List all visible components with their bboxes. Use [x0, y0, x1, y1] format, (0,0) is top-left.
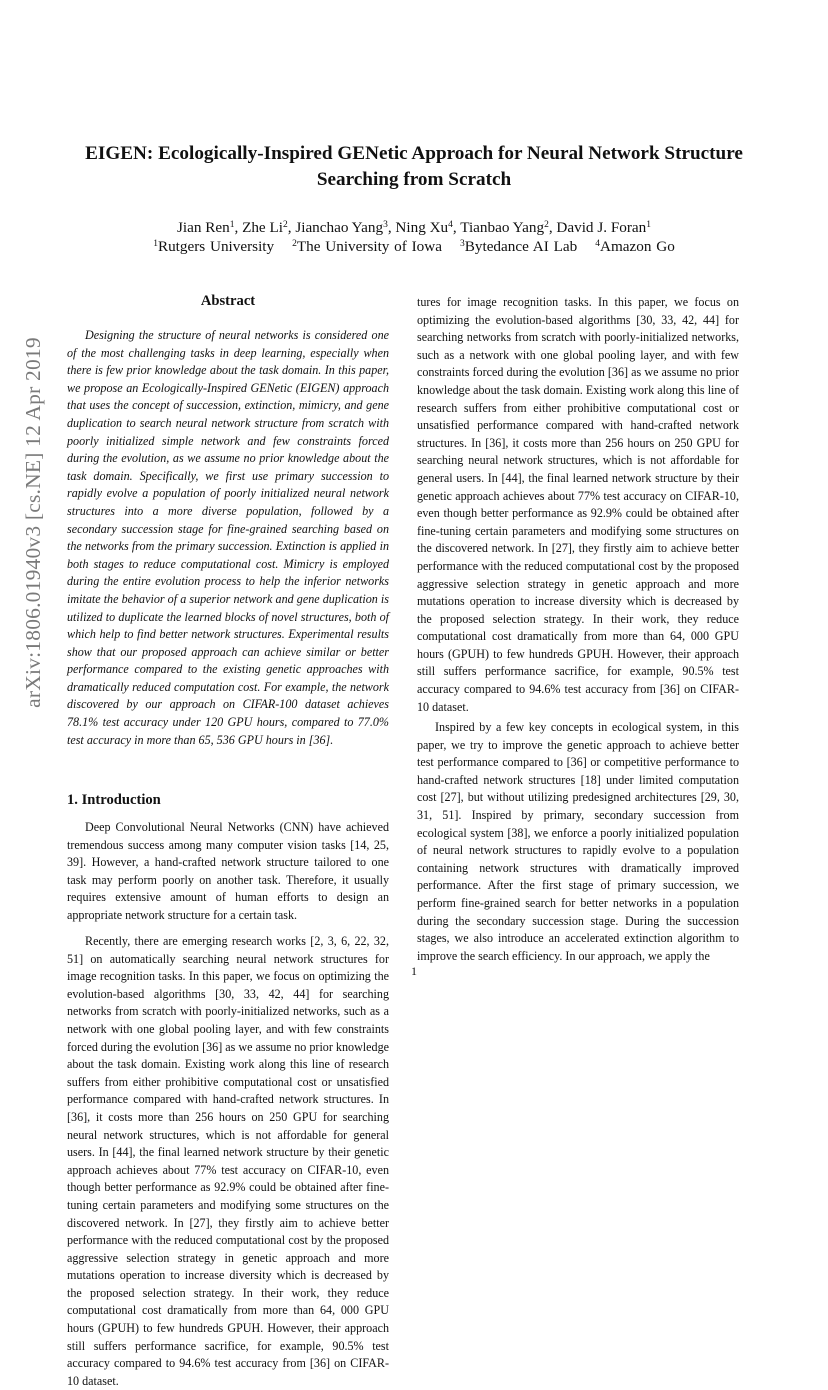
- intro-paragraph-2-right: tures for image recognition tasks. In this paper, we focus on optimizing the evolution-based algorithms [30, 33, 42, 44] for searching networks from scratch with poorly-initialized networks, such as a network with one global pooling layer, and with few constraints forced during the evolution [36] as we assume no prior knowledge about the task domain. Existing work along this line of research suffers from either prohibitive computational cost or unsatisfied performance compared with hand-crafted network structures. In [36], it costs more than 256 hours on 250 GPU for searching neural network structures, which is not affordable for general users. In [44], the final learned network structure by their genetic approach achieves about 77% test accuracy on CIFAR-10, even though better performance as 92.9% could be obtained after fine-tuning certain parameters and modifying some structures on the discovered network. In [27], they firstly aim to achieve better performance with the reduced computational cost by the proposed aggressive selection strategy in genetic approach and more mutations operation to increase diversity which is decreased by the proposed selection strategy. In their work, they reduce computational cost dramatically from more than 64, 000 GPU hours (GPUH) to few hundreds GPUH. However, their approach still suffers performance sacrifice, for example, 90.5% test accuracy compared to 94.6% test accuracy from [36] on CIFAR-10 dataset.: [417, 295, 739, 714]
- abstract-body: [67, 327, 389, 749]
- affiliation: $^2$The University of Iowa: [292, 238, 442, 255]
- abstract-text: Designing the structure of neural networks is considered one of the most challenging tasks in deep learning, especially when there is few prior knowledge about the task domain. In this paper, we propose an Ecologically-Inspired GENetic (EIGEN) approach that uses the concept of succession, extinction, mimicry, and gene duplication to search neural network structure from scratch with poorly initialized simple network and few constraints forced during the evolution, as we assume no prior knowledge about the task domain. Specifically, we first use primary succession to rapidly evolve a population of poorly initialized neural network structures into a more diverse population, followed by a secondary succession stage for fine-grained searching based on the networks from the primary succession. Extinction is applied in both stages to reduce computational cost. Mimicry is employed during the entire evolution process to help the inferior networks imitate the behavior of a superior network and gene duplication is utilized to duplicate the learned blocks of novel structures, both of which help to find better network structures. Experimental results show that our proposed approach can achieve similar or better performance compared to the existing genetic approaches with dramatically reduced computation cost. For example, the network discovered by our approach on CIFAR-100 dataset achieves 78.1% test accuracy under 120 GPU hours, compared to 77.0% test accuracy in more than 65, 536 GPU hours in [36].: [67, 328, 389, 747]
- arxiv-identifier: arXiv:1806.01940v3 [cs.NE] 12 Apr 2019: [20, 337, 45, 708]
- affiliation-list: [60, 237, 768, 257]
- author-affiliation-mark: 3: [383, 220, 388, 230]
- arxiv-sidebar-stamp: [14, 290, 52, 755]
- page-number: 1: [411, 964, 417, 978]
- affiliation: $^1$Rutgers University: [153, 238, 275, 255]
- affiliation: $^3$Bytedance AI Lab: [460, 238, 578, 255]
- author-affiliation-mark: 4: [448, 220, 453, 230]
- author-affiliation-mark: 2: [282, 220, 288, 230]
- author-name: Jian Ren: [176, 219, 230, 236]
- author-list: Jian Ren$^1$, Zhe Li$^2$, Jianchao Yang$^3$, Ning Xu$^4$, Tianbao Yang$^2$, David J. Foran$^1$: [176, 219, 652, 236]
- title-line-2: Searching from Scratch: [316, 169, 512, 190]
- title-line-1: EIGEN: Ecologically-Inspired GENetic Approach for Neural Network Structure: [85, 143, 743, 164]
- author-name: David J. Foran: [556, 219, 647, 236]
- intro-paragraph-2-continued: [417, 294, 739, 712]
- introduction-column-left: [67, 819, 389, 925]
- author-name: Tianbao Yang: [460, 219, 545, 236]
- author-name: Ning Xu: [395, 219, 449, 236]
- intro-paragraph-3: [417, 719, 739, 969]
- author-affiliation-mark: 2: [544, 220, 549, 230]
- intro-paragraph-2-start: [67, 933, 389, 1388]
- author-name: Zhe Li: [242, 219, 283, 236]
- intro-paragraph-1: Deep Convolutional Neural Networks (CNN) have achieved tremendous success among many computer vision tasks [14, 25, 39]. However, a hand-crafted network structure tailored to one task may perform poorly on another task. Therefore, it usually requires extensive amount of human efforts to design an appropriate network structure for a certain task.: [67, 820, 389, 922]
- intro-paragraph-3-text: Inspired by a few key concepts in ecological system, in this paper, we try to improve the genetic approach to achieve better test performance compared to [36] or competitive performance to hand-crafted network structures [18] under limited computation cost [27], but without utilizing predesigned architectures [29, 30, 31, 51]. Inspired by primary, secondary succession from ecological system [38], we enforce a poorly initialized population of neural network structures to rapidly evolve to a population containing network structures with dramatically improved performance. After the first stage of primary succession, we perform fine-grained search for better networks in a population during the secondary succession stage. During the succession stages, we also introduce an accelerated extinction algorithm to improve the search efficiency. In our approach, we apply the: [417, 720, 739, 963]
- paper-title: [60, 141, 768, 193]
- author-affiliation-mark: 1: [646, 220, 652, 230]
- introduction-heading: 1. Introduction: [67, 792, 161, 808]
- affiliation: $^4$Amazon Go: [595, 238, 675, 255]
- abstract-heading: Abstract: [200, 293, 256, 309]
- author-affiliation-mark: 1: [229, 220, 235, 230]
- author-name: Jianchao Yang: [295, 219, 384, 236]
- intro-paragraph-2-left: Recently, there are emerging research works [2, 3, 6, 22, 32, 51] on automatically searching neural network structures for image recognition tasks. In this paper, we focus on optimizing the evolution-based algorithms [30, 33, 42, 44] for searching networks from scratch with poorly-initialized networks, such as a network with one global pooling layer, and with few constraints forced during the evolution [36] as we assume no prior knowledge about the task domain. Existing work along this line of research suffers from either prohibitive computational cost or unsatisfied performance compared with hand-crafted network structures. In [36], it costs more than 256 hours on 250 GPU for searching neural network structures, which is not affordable for general users. In [44], the final learned network structure by their genetic approach achieves about 77% test accuracy on CIFAR-10, even though better performance as 92.9% could be obtained after fine-tuning certain parameters and modifying some structures on the discovered network. In [27], they firstly aim to achieve better performance with the reduced computational cost by the proposed aggressive selection strategy in genetic approach and more mutations operation to increase diversity which is decreased by the proposed selection strategy. In their work, they reduce computational cost dramatically from more than 64, 000 GPU hours (GPUH) to few hundreds GPUH. However, their approach still suffers performance sacrifice, for example, 90.5% test accuracy compared to 94.6% test accuracy from [36] on CIFAR-10 dataset.: [67, 934, 389, 1388]
